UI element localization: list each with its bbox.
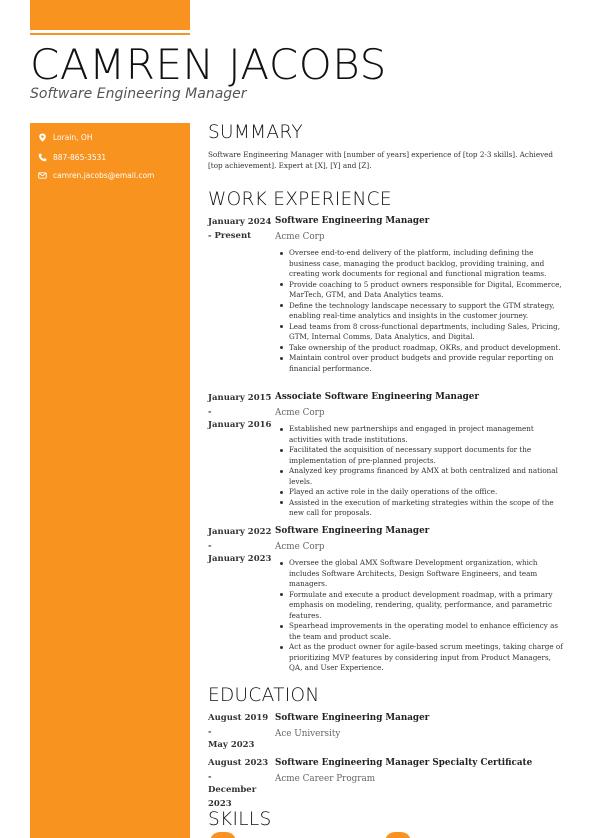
contact-phone-text: 887-865-3531 [53,153,107,162]
education-entry-school: Ace University [275,729,341,739]
work-entry-bullets [280,424,565,519]
education-entry-school: Acme Career Program [275,774,376,784]
work-bullet: Take ownership of the product roadmap, OKRs, and product development. [280,343,565,354]
skill-indicator [385,832,411,838]
phone-icon [38,153,47,162]
work-entry-company: Acme Corp [275,408,325,418]
work-entry-bullets [280,248,565,374]
header-accent-bar [30,0,190,30]
work-bullet: Assisted in the execution of marketing strategies within the scope of the new call for proposals. [280,498,565,519]
work-bullet: Analyzed key programs financed by AMX at both centralized and national levels. [280,466,565,487]
work-bullet: Oversee the global AMX Software Development organization, which includes Software Architects, Design Software Engineers, and team managers. [280,558,565,590]
work-entry-company: Acme Corp [275,232,325,242]
education-entry-date: August 2019 - May 2023 [208,713,269,750]
work-entry-role: Software Engineering Manager [275,526,430,536]
work-bullet: Maintain control over product budgets and provide regular reporting on financial performance. [280,353,565,374]
contact-sidebar [30,123,190,838]
work-entry-role: Software Engineering Manager [275,216,430,226]
contact-location-text: Lorain, OH [53,133,93,142]
work-bullet: Spearhead improvements in the operating model to enhance efficiency as the team and product scale. [280,621,565,642]
work-bullet: Established new partnerships and engaged in project management activities with trade institutions. [280,424,565,445]
contact-email-text[interactable]: camren.jacobs@email.com [53,171,155,180]
work-entry-date: January 2024 - Present [208,217,272,241]
skills-heading: SKILLS [208,809,272,830]
summary-text: Software Engineering Manager with [number of years] experience of [top 2-3 skills]. Achieved [top achievement]. Expert at [X], [Y] and [Z]. [208,150,553,170]
envelope-icon [38,171,47,180]
work-bullet: Facilitated the acquisition of necessary support documents for the implementation of pre-planned projects. [280,445,565,466]
education-entry-date: August 2023 - December 2023 [208,758,269,809]
candidate-name: CAMREN JACOBS [30,40,387,89]
work-entry-role: Associate Software Engineering Manager [275,392,480,402]
header-accent-line [30,33,190,35]
contact-email[interactable] [38,171,154,180]
work-bullet: Act as the product owner for agile-based scrum meetings, taking charge of prioritizing MVP features by considering input from Product Managers, QA, and User Experience. [280,642,565,674]
work-bullet: Lead teams from 8 cross-functional departments, including Sales, Pricing, GTM, Internal Comms, Data Analytics, and Digital. [280,322,565,343]
candidate-job-title: Software Engineering Manager [30,86,247,102]
work-entry-bullets [280,558,565,674]
work-bullet: Provide coaching to 5 product owners responsible for Digital, Ecommerce, MarTech, GTM, and Data Analytics teams. [280,280,565,301]
work-bullet: Oversee end-to-end delivery of the platform, including defining the business case, managing the product backlog, providing training, and creating work documents for regional and functional migration teams. [280,248,565,280]
work-bullet: Formulate and execute a product development roadmap, with a primary emphasis on modeling, rendering, quality, performance, and parametric features. [280,590,565,622]
work-bullet: Define the technology landscape necessary to support the GTM strategy, enabling real-time analytics and insights in the customer journey. [280,301,565,322]
education-entry-degree: Software Engineering Manager Specialty Certificate [275,758,533,768]
skill-indicator [210,832,236,838]
work-entry-date: January 2022 - January 2023 [208,527,272,564]
contact-location [38,133,92,142]
summary-heading: SUMMARY [208,122,303,143]
work-entry-date: January 2015 - January 2016 [208,393,272,430]
education-entry-degree: Software Engineering Manager [275,713,430,723]
work-bullet: Played an active role in the daily operations of the office. [280,487,565,498]
map-pin-icon [38,133,47,142]
work-experience-heading: WORK EXPERIENCE [208,189,392,210]
contact-phone [38,153,106,162]
work-entry-company: Acme Corp [275,542,325,552]
education-heading: EDUCATION [208,685,320,706]
